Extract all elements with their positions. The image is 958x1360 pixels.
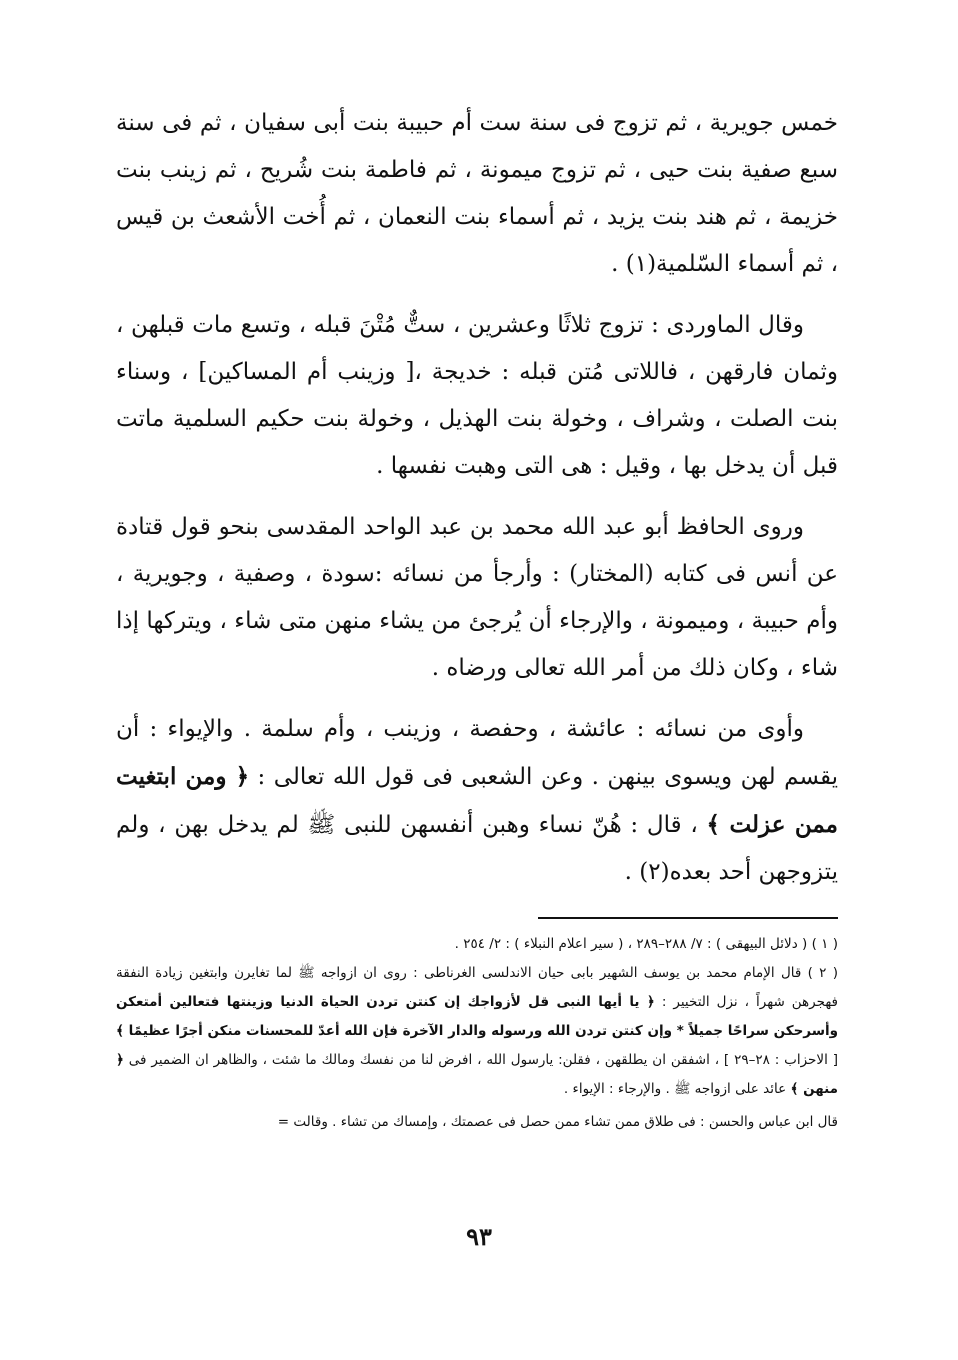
footnote-continuation	[116, 1108, 838, 1137]
paragraph-3-text: وروى الحافظ أبو عبد الله محمد بن عبد الواحد المقدسى بنحو قول قتادة عن أنس فى كتابه (المختار) : وأرجأ من نسائه :سودة ، وصفية ، وجويرية ، وأم حبيبة ، وميمونة ، والإرجاء أن يُرجئ من يشاء منهن متى شاء ، ويتركها إذا شاء ، وكان ذلك من أمر الله تعالى ورضاه .	[116, 514, 838, 681]
footnote-2-text-middle: [ الاحزاب : ٢٨–٢٩ ] ، اشفقن ان يطلقهن ، فقلن: يارسول الله ، افرض لنا من نفسك ومالك ما شئت ، والظاهر ان الضمير فى	[123, 1052, 838, 1068]
footnote-1	[116, 930, 838, 959]
paragraph-1-text: خمس جويرية ، ثم تزوج فى سنة ست أم حبيبة بنت أبى سفيان ، ثم فى سنة سبع صفية بنت حيى ، ثم تزوج ميمونة ، ثم فاطمة بنت شُريح ، ثم زينب بنت خزيمة ، ثم هند بنت يزيد ، ثم أسماء بنت النعمان ، ثم أُخت الأشعث بن قيس ، ثم أسماء السّلمية(١) .	[116, 110, 838, 277]
footnote-2-quran-word: ﴿ منهن ﴾	[116, 1052, 838, 1097]
footnote-2-text-end: عائد على ازواجه ﷺ . والإرجاء : الإيواء .	[563, 1081, 791, 1097]
paragraph-2	[116, 302, 838, 490]
footnotes	[116, 930, 838, 1137]
paragraph-4	[116, 706, 838, 896]
footnote-continuation-text: قال ابن عباس والحسن : فى طلاق ممن تشاء ممن حصل فى عصمتك ، وإمساك من تشاء . وقالت =	[277, 1114, 838, 1130]
paragraph-4-text-end: ، قال : هُنّ نساء وهبن أنفسهن للنبى ﷺ لم يدخل بهن ، ولم يتزوجهن أحد بعده(٢) .	[116, 812, 838, 885]
paragraph-2-text: وقال الماوردى : تزوج ثلاثًا وعشرين ، ستٌّ مُتْنَ قبله ، وتسع مات قبلهن ، وثمان فارقهن ، فاللاتى مُتن قبله : خديجة ،[ وزينب أم المساكين] ، وسناء بنت الصلت ، وشراف ، وخولة بنت الهذيل ، وخولة بنت حكيم السلمية ماتت قبل أن يدخل بها ، وقيل : هى التى وهبت نفسها .	[116, 312, 838, 479]
footnote-2-quran-verse: ﴿ يا أيها النبى قل لأزواجك إن كنتن تردن الحياة الدنيا وزينتها فتعالين أمتعكن وأسرحكن سراحًا جميلاً * وإن كنتن تردن الله ورسوله والدار الآخرة فإن الله أعدّ للمحسنات منكن أجرًا عظيمًا ﴾	[116, 994, 838, 1039]
footnote-2	[116, 959, 838, 1104]
paragraph-3	[116, 504, 838, 692]
footnote-separator	[538, 917, 838, 919]
footnote-1-text: ( ١ ) ( دلائل البيهقى ) : ٧/ ٢٨٨–٢٨٩ ، ( سير اعلام النبلاء ) : ٢/ ٢٥٤ .	[454, 936, 838, 952]
page-number: ٩٣	[466, 1222, 492, 1251]
quran-verse: ﴿ ومن ابتغيت ممن عزلت ﴾	[116, 763, 838, 838]
main-text	[116, 100, 838, 910]
footnote-2-text-start: ( ٢ ) قال الإمام محمد بن يوسف الشهير بابى حيان الاندلسى الغرناطى : روى ان ازواجه ﷺ لما تغايرن وابتغين زيادة النفقة فهجرهن شهراً ، نزل التخيير :	[116, 965, 839, 1010]
paragraph-4-text-start: وأوى من نسائه : عائشة ، وحفصة ، وزينب ، وأم سلمة . والإيواء : أن يقسم لهن ويسوى بينهن . وعن الشعبى فى قول الله تعالى :	[116, 716, 838, 790]
paragraph-1	[116, 100, 838, 288]
